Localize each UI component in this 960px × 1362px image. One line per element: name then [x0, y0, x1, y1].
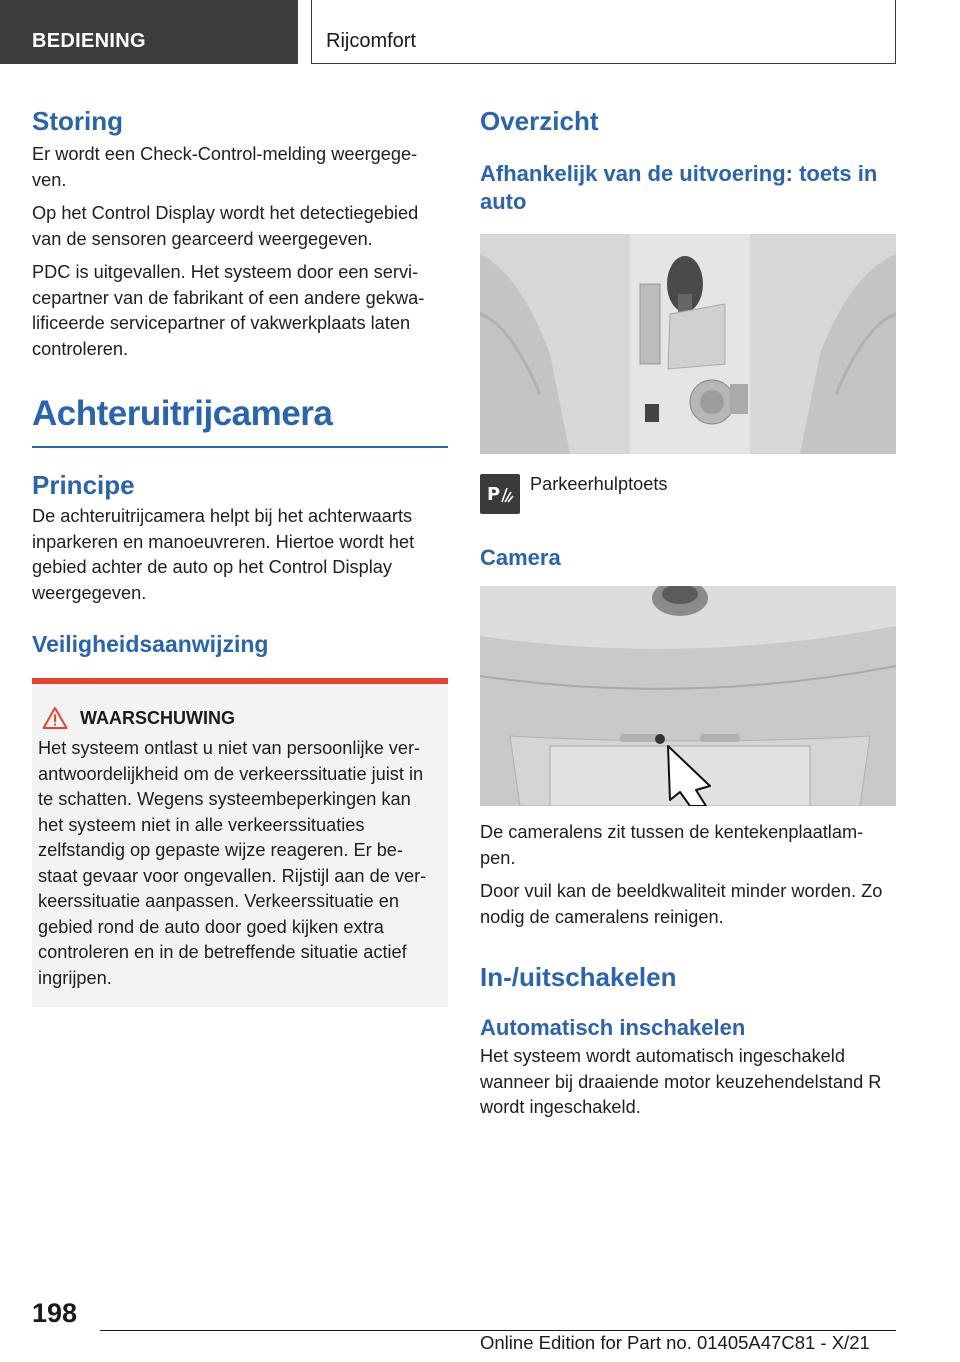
principe-paragraph: De achteruitrijcamera helpt bij het achterwaarts inparkeren en manoeuvreren. Hiertoe wordt het gebied achter de auto op het Control Display weergegeven. — [32, 506, 415, 603]
storing-paragraph-1: Er wordt een Check-Control-melding weergege-ven. — [32, 144, 418, 190]
camera-paragraph-1: De cameralens zit tussen de kentekenplaatlam-pen. — [480, 822, 864, 868]
camera-paragraph-2: Door vuil kan de beeldkwaliteit minder worden. Zo nodig de cameralens reinigen. — [480, 881, 883, 927]
footer-edition: Online Edition for Part no. 01405A47C81 - X/21 — [480, 1332, 870, 1353]
footer-rule — [100, 1330, 896, 1331]
camera-heading: Camera — [480, 545, 561, 570]
warning-title-row — [38, 706, 440, 730]
svg-text:P: P — [487, 484, 501, 505]
storing-paragraph-3: PDC is uitgevallen. Het systeem door een servi-cepartner van de fabrikant of een andere gekwa-lificeerde servicepartner of vakwerkplaats laten controleren. — [32, 262, 425, 359]
overview-heading: Overzicht — [480, 106, 599, 136]
principe-heading: Principe — [32, 470, 135, 500]
rear-camera-photo — [480, 586, 896, 806]
storing-heading: Storing — [32, 106, 123, 136]
left-column — [32, 100, 448, 1007]
warning-label: WAARSCHUWING — [80, 707, 235, 728]
parking-key-row — [480, 474, 896, 514]
storing-paragraph-2: Op het Control Display wordt het detectiegebied van de sensoren gearceerd weergegeven. — [32, 203, 419, 249]
section-tab: BEDIENING — [0, 0, 298, 64]
page-number: 198 — [32, 1298, 78, 1328]
warning-triangle-icon — [42, 706, 68, 730]
onoff-heading: In-/uitschakelen — [480, 962, 677, 992]
warning-text: Het systeem ontlast u niet van persoonlijke ver-antwoordelijkheid om de verkeerssituatie juist in te schatten. Wegens systeembeperkingen kan het systeem niet in alle verkeerssituaties zelfstandig op gepaste wijze reageren. Er be-staat gevaar voor ongevallen. Rijstijl aan de ver-keerssituatie aanpassen. Verkeerssituatie en gebied rond de auto door goed kijken extra controleren en in de betreffende situatie actief ingrijpen. — [38, 738, 427, 988]
safety-heading: Veiligheidsaanwijzing — [32, 631, 269, 657]
warning-box — [32, 678, 448, 1007]
center-console-photo — [480, 234, 896, 454]
chapter-title: Rijcomfort — [311, 0, 896, 64]
parking-key-label: Parkeerhulptoets — [530, 474, 668, 494]
right-column — [480, 100, 896, 1121]
auto-on-paragraph: Het systeem wordt automatisch ingeschakeld wanneer bij draaiende motor keuzehendelstand R wordt ingeschakeld. — [480, 1046, 882, 1117]
parking-assist-button-icon — [480, 474, 520, 514]
camera-section-heading: Achteruitrijcamera — [32, 392, 448, 448]
button-heading: Afhankelijk van de uitvoering: toets in auto — [480, 161, 878, 214]
auto-on-heading: Automatisch inschakelen — [480, 1015, 746, 1040]
